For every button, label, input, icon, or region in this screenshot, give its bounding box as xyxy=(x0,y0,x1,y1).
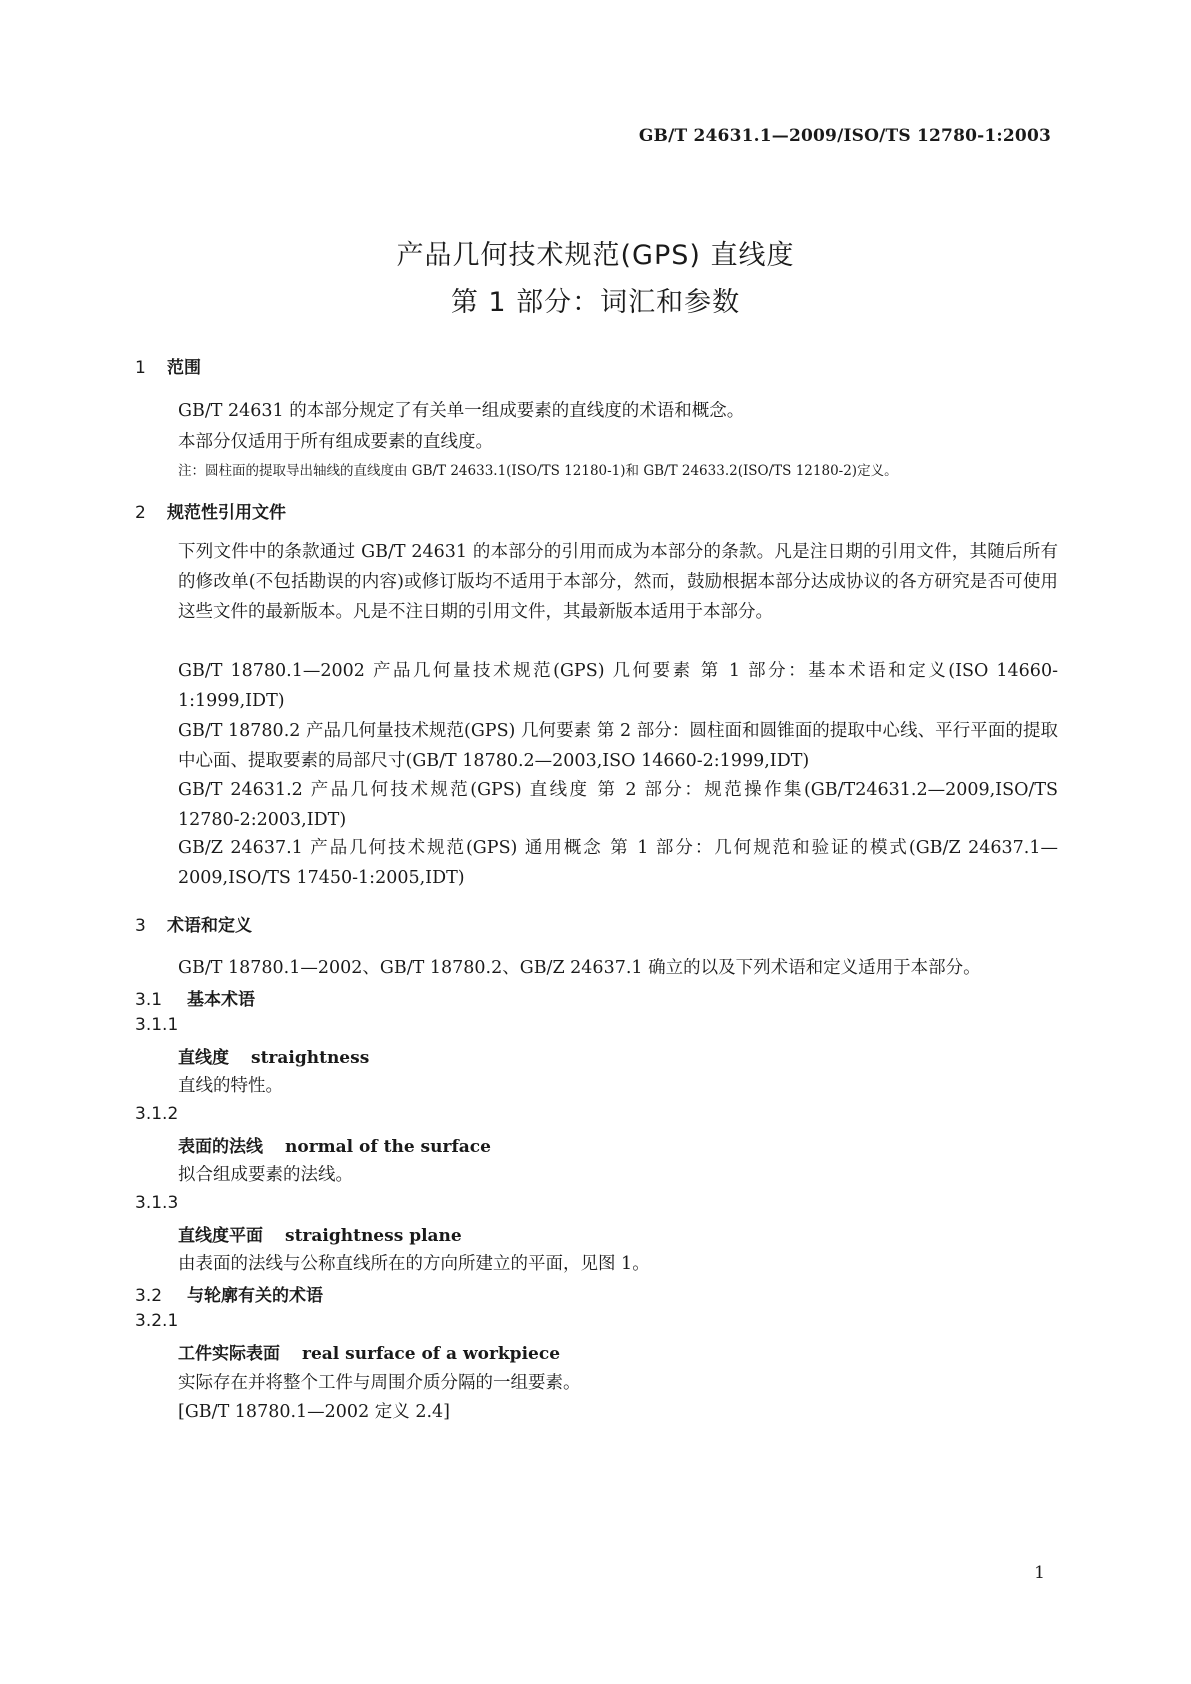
term-chinese: 直线度 xyxy=(178,1048,229,1068)
section-title: 规范性引用文件 xyxy=(167,503,286,523)
term-heading xyxy=(178,1221,462,1246)
term-heading xyxy=(178,1043,369,1068)
subsection-title: 基本术语 xyxy=(187,990,255,1010)
reference-text: GB/T 18780.2 产品几何量技术规范(GPS) 几何要素 第 2 部分：圆柱面和圆锥面的提取中心线、平行平面的提取中心面、提取要素的局部尺寸(GB/T 18780.2—2003,ISO 14660-2:1999,IDT) xyxy=(178,721,1058,771)
reference-entry xyxy=(135,775,1058,835)
term-number: 3.2.1 xyxy=(135,1311,179,1331)
subsection-heading-basic-terms xyxy=(135,985,255,1010)
term-heading xyxy=(178,1132,491,1157)
terms-intro: GB/T 18780.1—2002、GB/T 18780.2、GB/Z 24637.1 确立的以及下列术语和定义适用于本部分。 xyxy=(178,958,981,978)
term-heading xyxy=(178,1339,560,1364)
term-english: straightness xyxy=(251,1048,370,1068)
term-definition: 拟合组成要素的法线。 xyxy=(178,1165,353,1185)
reference-text: GB/T 24631.2 产品几何技术规范(GPS) 直线度 第 2 部分：规范操作集(GB/T24631.2—2009,ISO/TS 12780-2:2003,IDT) xyxy=(178,780,1058,830)
references-intro xyxy=(135,537,1058,627)
term-source-reference: [GB/T 18780.1—2002 定义 2.4] xyxy=(178,1402,450,1422)
scope-note: 注：圆柱面的提取导出轴线的直线度由 GB/T 24633.1(ISO/TS 12180-1)和 GB/T 24633.2(ISO/TS 12180-2)定义。 xyxy=(178,463,898,479)
term-definition: 直线的特性。 xyxy=(178,1076,283,1096)
reference-entry xyxy=(135,716,1058,776)
scope-paragraph-1: GB/T 24631 的本部分规定了有关单一组成要素的直线度的术语和概念。 xyxy=(178,401,745,421)
section-number: 3 xyxy=(135,916,146,936)
section-number: 2 xyxy=(135,503,146,523)
page-number: 1 xyxy=(1034,1563,1045,1583)
term-english: real surface of a workpiece xyxy=(302,1344,561,1364)
standard-number-header: GB/T 24631.1—2009/ISO/TS 12780-1:2003 xyxy=(638,126,1051,146)
section-title: 术语和定义 xyxy=(167,916,252,936)
document-subtitle: 第 1 部分：词汇和参数 xyxy=(450,287,741,318)
term-english: normal of the surface xyxy=(285,1137,491,1157)
reference-text: GB/Z 24637.1 产品几何技术规范(GPS) 通用概念 第 1 部分：几何规范和验证的模式(GB/Z 24637.1—2009,ISO/TS 17450-1:2005,IDT) xyxy=(178,838,1058,888)
scope-paragraph-2: 本部分仅适用于所有组成要素的直线度。 xyxy=(178,432,493,452)
term-definition: 由表面的法线与公称直线所在的方向所建立的平面，见图 1。 xyxy=(178,1254,650,1274)
section-heading-normative-references xyxy=(135,498,286,523)
subsection-number: 3.1 xyxy=(135,990,163,1010)
term-definition: 实际存在并将整个工件与周围介质分隔的一组要素。 xyxy=(178,1373,581,1393)
document-title: 产品几何技术规范(GPS) 直线度 xyxy=(396,240,795,271)
subsection-heading-profile-terms xyxy=(135,1281,323,1306)
term-chinese: 直线度平面 xyxy=(178,1226,263,1246)
reference-entry xyxy=(135,656,1058,716)
term-chinese: 表面的法线 xyxy=(178,1137,263,1157)
term-english: straightness plane xyxy=(285,1226,462,1246)
term-number: 3.1.2 xyxy=(135,1104,179,1124)
reference-entry xyxy=(135,833,1058,893)
term-number: 3.1.1 xyxy=(135,1015,179,1035)
section-heading-scope xyxy=(135,353,201,378)
references-intro-text: 下列文件中的条款通过 GB/T 24631 的本部分的引用而成为本部分的条款。凡是注日期的引用文件，其随后所有的修改单(不包括勘误的内容)或修订版均不适用于本部分，然而，鼓励根据本部分达成协议的各方研究是否可使用这些文件的最新版本。凡是不注日期的引用文件，其最新版本适用于本部分。 xyxy=(178,542,1058,622)
term-number: 3.1.3 xyxy=(135,1193,179,1213)
section-heading-terms xyxy=(135,911,252,936)
subsection-title: 与轮廓有关的术语 xyxy=(187,1286,323,1306)
subsection-number: 3.2 xyxy=(135,1286,163,1306)
section-number: 1 xyxy=(135,358,146,378)
term-chinese: 工件实际表面 xyxy=(178,1344,280,1364)
reference-text: GB/T 18780.1—2002 产品几何量技术规范(GPS) 几何要素 第 1 部分：基本术语和定义(ISO 14660-1:1999,IDT) xyxy=(178,661,1058,711)
section-title: 范围 xyxy=(167,358,201,378)
